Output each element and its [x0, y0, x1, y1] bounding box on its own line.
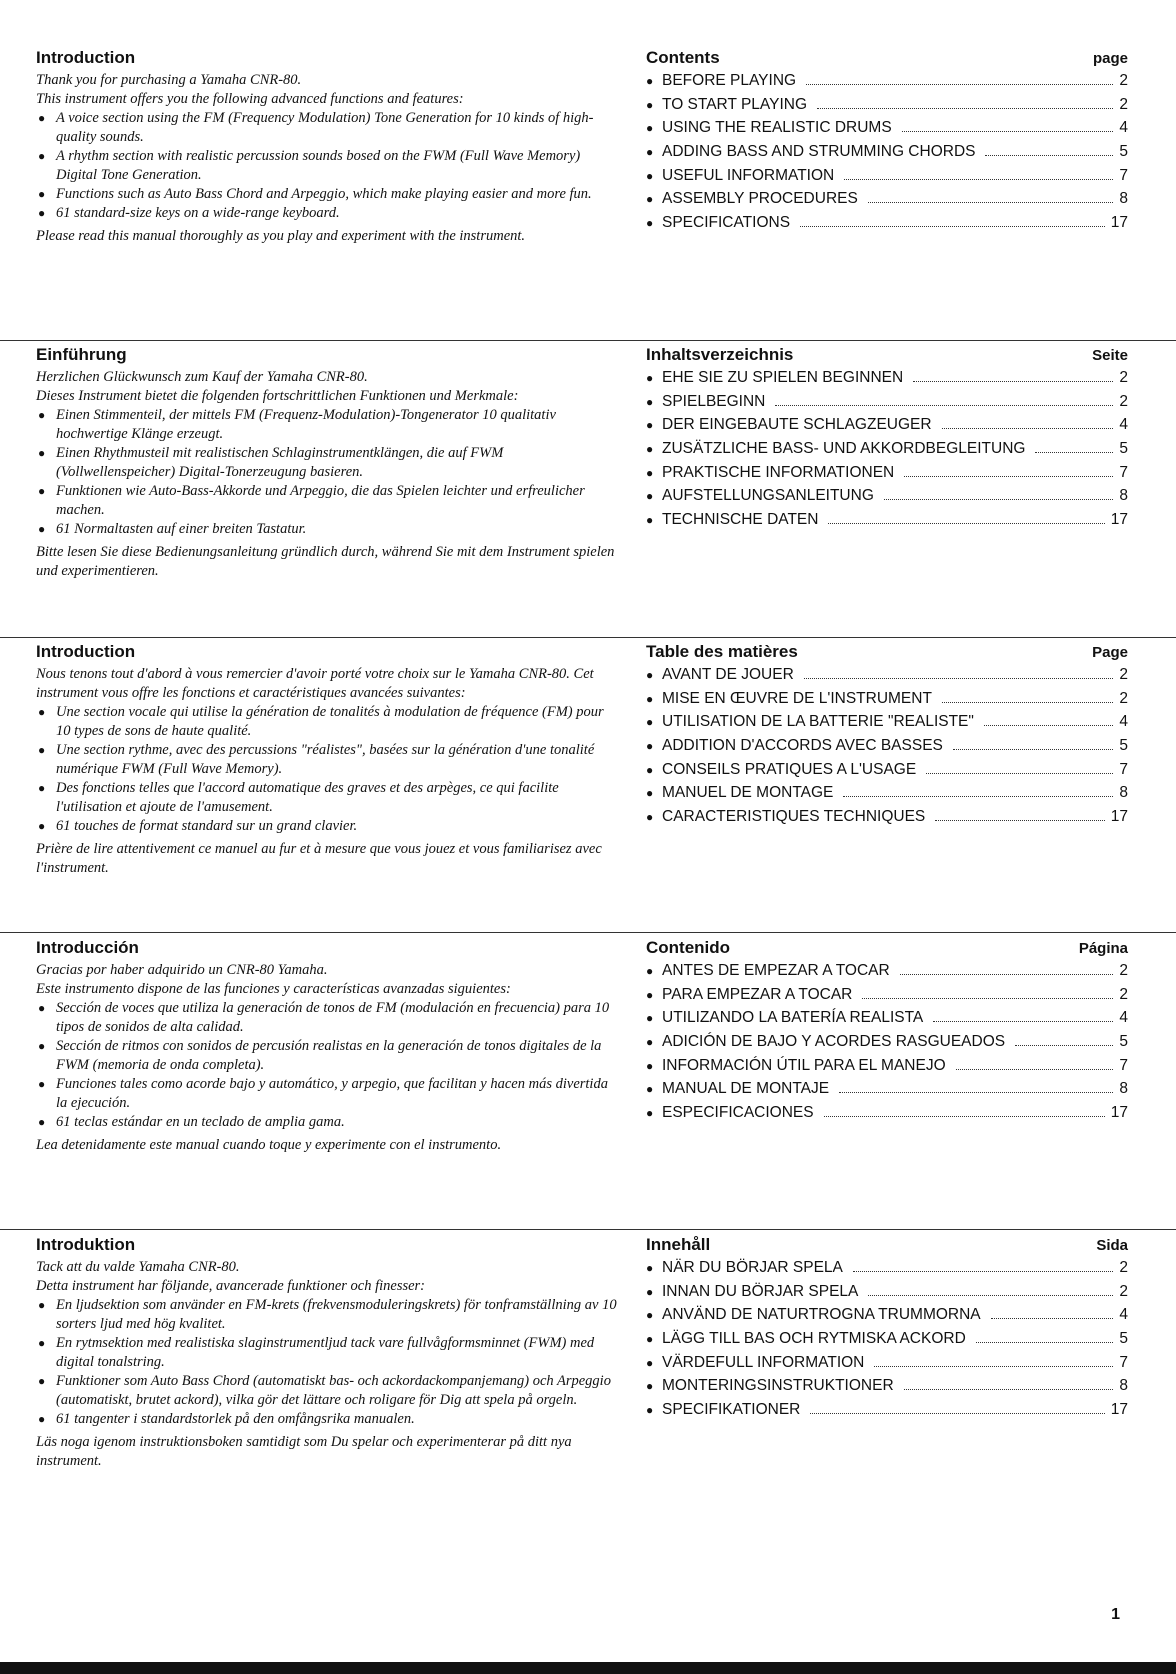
toc-entry-label: EHE SIE ZU SPIELEN BEGINNEN [662, 369, 904, 386]
toc-entry-label: CONSEILS PRATIQUES A L'USAGE [662, 760, 917, 778]
dot-leader [868, 202, 1114, 203]
dot-leader [843, 796, 1113, 797]
bullet-icon: ● [646, 739, 654, 754]
intro-text: Herzlichen Glückwunsch zum Kauf der Yamaha CNR-80. [36, 369, 368, 385]
bullet-icon: ● [646, 1308, 654, 1323]
page-number: 1 [1111, 1606, 1120, 1623]
toc-entry-page: 2 [1119, 72, 1128, 89]
toc-entry [646, 690, 1128, 714]
section-divider [0, 637, 1176, 638]
toc-entry-label: INFORMACIÓN ÚTIL PARA EL MANEJO [662, 1056, 946, 1074]
dot-leader [942, 702, 1113, 703]
intro-text: Detta instrument har följande, avancerade funktioner och finesser: [36, 1278, 426, 1294]
toc-entry [646, 1057, 1128, 1081]
feature-item: ● Funciones tales como acorde bajo y automático, y arpegio, que facilitan y hacen más divertida la ejecución. [36, 1075, 620, 1113]
toc-entry-page: 2 [1119, 1282, 1128, 1300]
toc-title: Table des matières [646, 642, 798, 661]
feature-item: ● Funktioner som Auto Bass Chord (automatiskt bas- och ackordackompanjemang) och Arpeggio (automatiskt, brutet ackord), vilka gör det lättare och roligare för Dig att spela på orgeln. [36, 1372, 620, 1410]
dot-leader [985, 155, 1113, 156]
toc-entry [646, 167, 1128, 191]
toc-entry-label: CARACTERISTIQUES TECHNIQUES [662, 808, 926, 826]
intro-title: Introduktion [36, 1235, 136, 1254]
dot-leader [884, 499, 1113, 500]
toc-entry-label: VÄRDEFULL INFORMATION [662, 1353, 865, 1371]
section-german [36, 345, 1128, 581]
toc-entry-page: 2 [1119, 369, 1128, 386]
toc-entry [646, 96, 1128, 120]
intro-title: Introducción [36, 938, 139, 957]
toc-entry-page: 17 [1110, 511, 1128, 529]
toc-entry [646, 784, 1128, 808]
feature-item: ● Des fonctions telles que l'accord automatique des graves et des arpèges, ce qui facilite l'utilisation et ajoute de l'amusement. [36, 779, 620, 817]
toc-entry [646, 1377, 1128, 1401]
bullet-icon: ● [646, 121, 654, 136]
toc-entry [646, 1259, 1128, 1283]
toc-entry-page: 17 [1110, 1104, 1128, 1122]
toc-header [646, 642, 1128, 662]
bullet-icon: ● [646, 1332, 654, 1347]
toc-entry-page: 2 [1119, 392, 1128, 410]
bullet-icon: ● [646, 762, 654, 777]
dot-leader [853, 1271, 1113, 1272]
toc-entry-page: 8 [1119, 1080, 1128, 1098]
toc-entry-page: 8 [1119, 190, 1128, 208]
feature-item: ● 61 tangenter i standardstorlek på den omfångsrika manualen. [36, 1410, 620, 1429]
feature-item: ● En ljudsektion som använder en FM-krets (frekvensmoduleringskrets) för tonframställning av 10 sorters ljud med hög kvalitet. [36, 1296, 620, 1334]
intro-text: Tack att du valde Yamaha CNR-80. [36, 1259, 240, 1275]
intro-text: Gracias por haber adquirido un CNR-80 Yamaha. [36, 962, 328, 978]
bullet-icon: ● [646, 168, 654, 183]
section-divider [0, 932, 1176, 933]
toc-entry-label: USING THE REALISTIC DRUMS [662, 119, 892, 137]
dot-leader [868, 1295, 1113, 1296]
toc-column [646, 1235, 1128, 1471]
toc-column [646, 48, 1128, 246]
intro-column [36, 642, 620, 878]
toc-page-label: Seite [1092, 347, 1128, 364]
toc-entry-page: 8 [1119, 784, 1128, 802]
toc-entry-label: ADICIÓN DE BAJO Y ACORDES RASGUEADOS [662, 1033, 1006, 1051]
dot-leader [817, 108, 1113, 109]
feature-item: ● A voice section using the FM (Frequency Modulation) Tone Generation for 10 kinds of high-quality sounds. [36, 109, 620, 147]
dot-leader [828, 523, 1104, 524]
toc-entry [646, 119, 1128, 143]
feature-list [36, 999, 620, 1132]
toc-entry [646, 416, 1128, 440]
bullet-icon: ● [646, 786, 654, 801]
toc-title: Innehåll [646, 1235, 711, 1254]
toc-entry [646, 393, 1128, 417]
toc-entry-page: 7 [1119, 760, 1128, 778]
bullet-icon: ● [646, 987, 654, 1002]
toc-entry-label: PRAKTISCHE INFORMATIONEN [662, 463, 895, 481]
toc-entry [646, 143, 1128, 167]
toc-entry [646, 1306, 1128, 1330]
toc-header [646, 345, 1128, 365]
bullet-icon: ● [646, 465, 654, 480]
toc-entry-page: 4 [1119, 1306, 1128, 1324]
bullet-icon: ● [646, 216, 654, 231]
intro-text: Dieses Instrument bietet die folgenden fortschrittlichen Funktionen und Merkmale: [36, 388, 519, 404]
toc-entry-page: 2 [1119, 95, 1128, 113]
dot-leader [935, 820, 1104, 821]
intro-text: Nous tenons tout d'abord à vous remercier d'avoir porté votre choix sur le Yamaha CNR-80. Cet instrument vous offre les fonctions et caractéristiques avancées suivantes: [36, 666, 594, 701]
toc-entry [646, 369, 1128, 393]
dot-leader [904, 1389, 1114, 1390]
feature-item: ● 61 touches de format standard sur un grand clavier. [36, 817, 620, 836]
bullet-icon: ● [646, 1082, 654, 1097]
bullet-icon: ● [646, 1035, 654, 1050]
closing-note: Please read this manual thoroughly as you play and experiment with the instrument. [36, 228, 526, 244]
toc-entry-page: 5 [1119, 143, 1128, 161]
toc-entry-label: ASSEMBLY PROCEDURES [662, 190, 858, 208]
toc-entry-page: 8 [1119, 1377, 1128, 1395]
toc-entry-page: 4 [1119, 119, 1128, 137]
dot-leader [976, 1342, 1114, 1343]
bottom-bar [0, 1662, 1176, 1674]
dot-leader [804, 678, 1114, 679]
toc-column [646, 345, 1128, 581]
toc-entry-page: 5 [1119, 1330, 1128, 1348]
toc-entry-label: AUFSTELLUNGSANLEITUNG [662, 487, 874, 505]
feature-item: ● Une section vocale qui utilise la génération de tonalités à modulation de fréquence (FM) pour 10 types de sons de haute qualité. [36, 703, 620, 741]
bullet-icon: ● [646, 192, 654, 207]
intro-title: Introduction [36, 48, 136, 67]
dot-leader [900, 974, 1114, 975]
feature-item: ● Einen Stimmenteil, der mittels FM (Frequenz-Modulation)-Tongenerator 10 qualitativ hochwertige Klänge erzeugt. [36, 406, 620, 444]
toc-entry-page: 5 [1119, 1033, 1128, 1051]
dot-leader [926, 773, 1113, 774]
dot-leader [984, 725, 1113, 726]
toc-list [646, 369, 1128, 535]
intro-text: Este instrumento dispone de las funciones y características avanzadas siguientes: [36, 981, 511, 997]
bullet-icon: ● [646, 1355, 654, 1370]
intro-text: This instrument offers you the following advanced functions and features: [36, 91, 464, 107]
toc-title: Inhaltsverzeichnis [646, 345, 794, 364]
dot-leader [913, 381, 1113, 382]
toc-entry [646, 1330, 1128, 1354]
feature-list [36, 406, 620, 539]
dot-leader [953, 749, 1114, 750]
toc-entry-page: 2 [1119, 666, 1128, 683]
feature-item: ● 61 standard-size keys on a wide-range keyboard. [36, 204, 620, 223]
toc-entry [646, 761, 1128, 785]
bullet-icon: ● [646, 668, 654, 682]
feature-item: ● Funktionen wie Auto-Bass-Akkorde und Arpeggio, die das Spielen leichter und erfreulicher machen. [36, 482, 620, 520]
bullet-icon: ● [646, 964, 654, 978]
bullet-icon: ● [646, 145, 654, 160]
bullet-icon: ● [646, 1011, 654, 1026]
toc-page-label: Página [1078, 940, 1128, 957]
toc-entry-label: TECHNISCHE DATEN [662, 511, 819, 529]
toc-entry [646, 808, 1128, 832]
feature-item: ● Functions such as Auto Bass Chord and Arpeggio, which make playing easier and more fun. [36, 185, 620, 204]
toc-entry-label: USEFUL INFORMATION [662, 166, 835, 184]
toc-entry-page: 5 [1119, 440, 1128, 458]
toc-entry-label: MONTERINGSINSTRUKTIONER [662, 1377, 894, 1395]
bullet-icon: ● [646, 513, 654, 528]
toc-entry [646, 440, 1128, 464]
feature-list [36, 109, 620, 223]
dot-leader [844, 179, 1113, 180]
toc-header [646, 1235, 1128, 1255]
closing-note: Läs noga igenom instruktionsboken samtidigt som Du spelar och experimenterar på ditt nya instrument. [36, 1434, 572, 1469]
toc-entry-page: 4 [1119, 1009, 1128, 1027]
toc-entry [646, 986, 1128, 1010]
toc-entry-label: BEFORE PLAYING [662, 72, 797, 89]
toc-page-label: Page [1092, 644, 1128, 661]
toc-entry-page: 2 [1119, 1259, 1128, 1276]
bullet-icon: ● [646, 489, 654, 504]
feature-item: ● En rytmsektion med realistiska slaginstrumentljud tack vare fullvågformsminnet (FWM) med digital tonalstring. [36, 1334, 620, 1372]
toc-entry [646, 72, 1128, 96]
section-english [36, 48, 1128, 246]
toc-entry [646, 1104, 1128, 1128]
dot-leader [874, 1366, 1113, 1367]
bullet-icon: ● [646, 97, 654, 112]
toc-entry-page: 17 [1110, 808, 1128, 826]
toc-title: Contents [646, 48, 720, 67]
toc-entry-label: UTILISATION DE LA BATTERIE "REALISTE" [662, 713, 974, 731]
feature-item: ● Une section rythme, avec des percussions "réalistes", basées sur la génération d'une tonalité numérique FWM (Full Wave Memory). [36, 741, 620, 779]
toc-entry [646, 1033, 1128, 1057]
toc-entry-label: SPECIFICATIONS [662, 214, 791, 232]
toc-entry-label: ZUSÄTZLICHE BASS- UND AKKORDBEGLEITUNG [662, 440, 1026, 458]
toc-entry [646, 1401, 1128, 1425]
dot-leader [862, 998, 1113, 999]
dot-leader [810, 1413, 1104, 1414]
toc-entry [646, 464, 1128, 488]
toc-column [646, 642, 1128, 878]
bullet-icon: ● [646, 74, 654, 88]
toc-entry-label: SPIELBEGINN [662, 392, 766, 410]
toc-entry-label: PARA EMPEZAR A TOCAR [662, 985, 853, 1003]
toc-header [646, 938, 1128, 958]
feature-item: ● Sección de voces que utiliza la generación de tonos de FM (modulación en frecuencia) para 10 tipos de sonidos de alta calidad. [36, 999, 620, 1037]
dot-leader [775, 405, 1113, 406]
section-divider [0, 340, 1176, 341]
toc-list [646, 666, 1128, 832]
intro-column [36, 48, 620, 246]
toc-entry-label: MANUEL DE MONTAGE [662, 784, 834, 802]
toc-entry-label: INNAN DU BÖRJAR SPELA [662, 1282, 859, 1300]
closing-note: Prière de lire attentivement ce manuel au fur et à mesure que vous jouez et vous familiarisez avec l'instrument. [36, 841, 602, 876]
closing-note: Lea detenidamente este manual cuando toque y experimente con el instrumento. [36, 1137, 502, 1153]
intro-column [36, 1235, 620, 1471]
toc-entry-label: SPECIFIKATIONER [662, 1401, 801, 1419]
intro-title: Einführung [36, 345, 127, 364]
bullet-icon: ● [646, 1379, 654, 1394]
closing-note: Bitte lesen Sie diese Bedienungsanleitung gründlich durch, während Sie mit dem Instrument spielen und experimentieren. [36, 544, 615, 579]
bullet-icon: ● [646, 394, 654, 409]
dot-leader [839, 1092, 1113, 1093]
toc-entry-page: 7 [1119, 1056, 1128, 1074]
toc-entry [646, 1009, 1128, 1033]
toc-entry-page: 5 [1119, 737, 1128, 755]
feature-item: ● Sección de ritmos con sonidos de percusión realistas en la generación de tonos digitales de la FWM (memoria de onda completa). [36, 1037, 620, 1075]
section-french [36, 642, 1128, 878]
toc-entry-label: NÄR DU BÖRJAR SPELA [662, 1259, 843, 1276]
dot-leader [806, 84, 1113, 85]
toc-title: Contenido [646, 938, 731, 957]
toc-entry-page: 2 [1119, 985, 1128, 1003]
toc-entry-page: 17 [1110, 214, 1128, 232]
toc-entry-page: 2 [1119, 962, 1128, 979]
toc-page-label: page [1092, 50, 1128, 67]
dot-leader [942, 428, 1114, 429]
bullet-icon: ● [646, 1403, 654, 1418]
dot-leader [991, 1318, 1114, 1319]
bullet-icon: ● [646, 691, 654, 706]
section-spanish [36, 938, 1128, 1155]
toc-entry [646, 214, 1128, 238]
toc-column [646, 938, 1128, 1155]
toc-entry-label: ESPECIFICACIONES [662, 1104, 814, 1122]
dot-leader [1035, 452, 1113, 453]
toc-entry-label: MANUAL DE MONTAJE [662, 1080, 830, 1098]
bullet-icon: ● [646, 1058, 654, 1073]
toc-entry-page: 7 [1119, 166, 1128, 184]
intro-column [36, 345, 620, 581]
toc-entry-page: 2 [1119, 689, 1128, 707]
toc-entry-label: TO START PLAYING [662, 95, 807, 113]
toc-entry [646, 190, 1128, 214]
bullet-icon: ● [646, 1106, 654, 1121]
bullet-icon: ● [646, 442, 654, 457]
intro-text: Thank you for purchasing a Yamaha CNR-80. [36, 72, 302, 88]
intro-title: Introduction [36, 642, 136, 661]
toc-entry-page: 4 [1119, 416, 1128, 434]
toc-entry-page: 7 [1119, 463, 1128, 481]
toc-list [646, 72, 1128, 238]
bullet-icon: ● [646, 1284, 654, 1299]
toc-entry [646, 1283, 1128, 1307]
toc-entry-label: ADDING BASS AND STRUMMING CHORDS [662, 143, 976, 161]
toc-entry-page: 4 [1119, 713, 1128, 731]
toc-entry [646, 1354, 1128, 1378]
toc-entry-label: ADDITION D'ACCORDS AVEC BASSES [662, 737, 943, 755]
feature-list [36, 703, 620, 836]
toc-entry [646, 737, 1128, 761]
dot-leader [904, 476, 1113, 477]
bullet-icon: ● [646, 1261, 654, 1275]
feature-item: ● 61 teclas estándar en un teclado de amplia gama. [36, 1113, 620, 1132]
bullet-icon: ● [646, 371, 654, 385]
toc-header [646, 48, 1128, 68]
toc-entry-page: 7 [1119, 1353, 1128, 1371]
toc-entry [646, 713, 1128, 737]
bullet-icon: ● [646, 810, 654, 825]
toc-entry-label: ANVÄND DE NATURTROGNA TRUMMORNA [662, 1306, 981, 1324]
section-swedish [36, 1235, 1128, 1471]
toc-entry-label: ANTES DE EMPEZAR A TOCAR [662, 962, 890, 979]
toc-list [646, 962, 1128, 1128]
feature-item: ● A rhythm section with realistic percussion sounds bosed on the FWM (Full Wave Memory) Digital Tone Generation. [36, 147, 620, 185]
dot-leader [800, 226, 1105, 227]
intro-column [36, 938, 620, 1155]
toc-entry-page: 17 [1110, 1401, 1128, 1419]
feature-item: ● 61 Normaltasten auf einer breiten Tastatur. [36, 520, 620, 539]
toc-entry [646, 666, 1128, 690]
section-divider [0, 1229, 1176, 1230]
toc-list [646, 1259, 1128, 1425]
toc-page-label: Sida [1096, 1237, 1128, 1254]
toc-entry-label: DER EINGEBAUTE SCHLAGZEUGER [662, 416, 932, 434]
dot-leader [956, 1069, 1114, 1070]
toc-entry-label: UTILIZANDO LA BATERÍA REALISTA [662, 1009, 924, 1027]
toc-entry-label: MISE EN ŒUVRE DE L'INSTRUMENT [662, 689, 932, 707]
dot-leader [902, 131, 1114, 132]
toc-entry-label: LÄGG TILL BAS OCH RYTMISKA ACKORD [662, 1330, 966, 1348]
toc-entry [646, 962, 1128, 986]
toc-entry [646, 511, 1128, 535]
feature-item: ● Einen Rhythmusteil mit realistischen Schlaginstrumentklängen, die auf FWM (Vollwellenspeicher) Digital-Tonerzeugung basieren. [36, 444, 620, 482]
dot-leader [824, 1116, 1105, 1117]
toc-entry [646, 1080, 1128, 1104]
dot-leader [1015, 1045, 1113, 1046]
toc-entry-page: 8 [1119, 487, 1128, 505]
toc-entry-label: AVANT DE JOUER [662, 666, 794, 683]
bullet-icon: ● [646, 715, 654, 730]
bullet-icon: ● [646, 418, 654, 433]
toc-entry [646, 487, 1128, 511]
dot-leader [933, 1021, 1113, 1022]
feature-list [36, 1296, 620, 1429]
